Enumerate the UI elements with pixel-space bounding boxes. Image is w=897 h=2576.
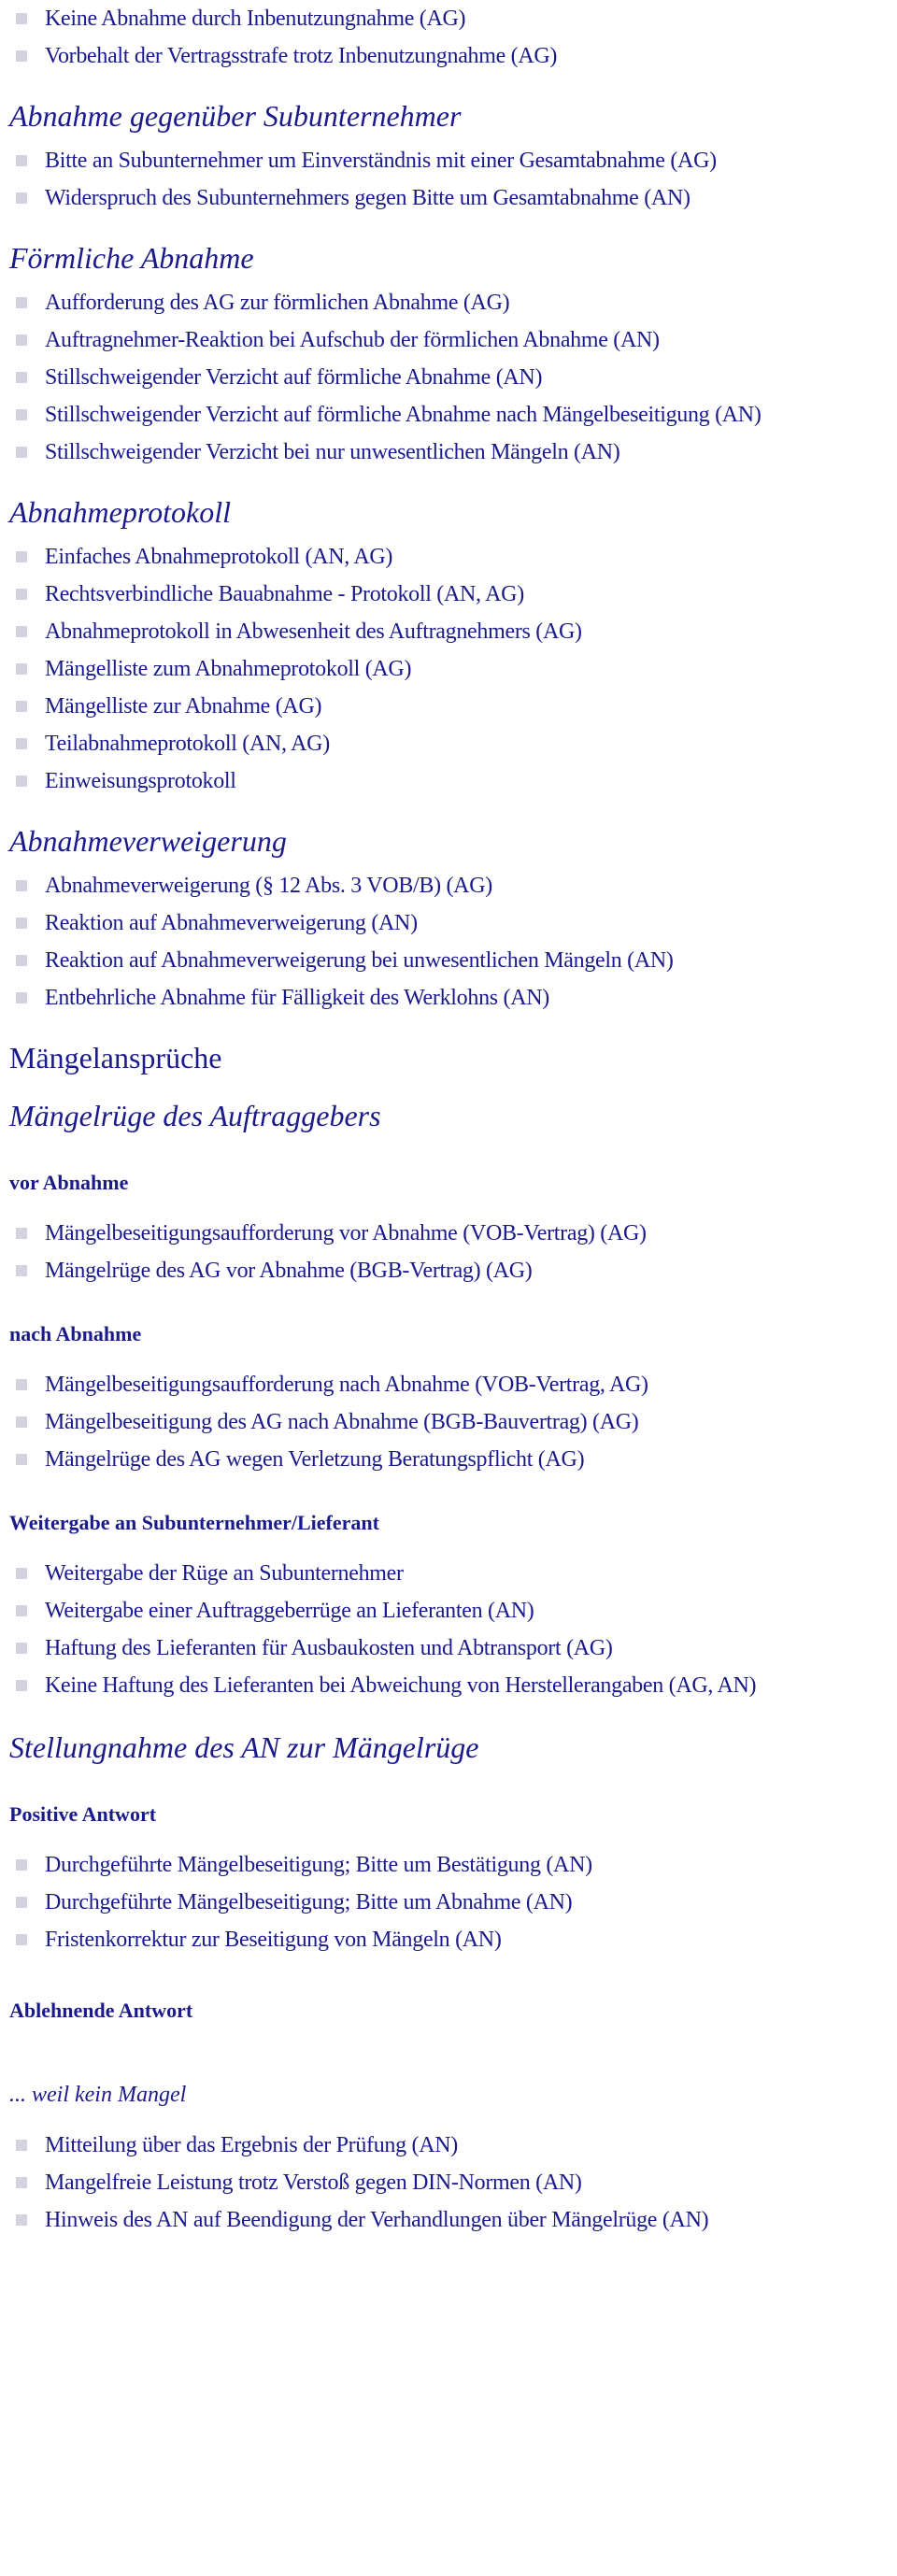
list-item [9,321,897,359]
square-bullet-icon [16,1897,27,1908]
list-item [9,2201,897,2239]
list-item [9,1215,897,1252]
list-item-link[interactable]: Mitteilung über das Ergebnis der Prüfung (AN) [45,2133,458,2157]
square-bullet-icon [16,738,27,749]
list-item-link[interactable]: Abnahmeverweigerung (§ 12 Abs. 3 VOB/B) (AG) [45,874,492,898]
list-item-link[interactable]: Abnahmeprotokoll in Abwesenheit des Auftragnehmers (AG) [45,619,582,644]
list-item-link[interactable]: Haftung des Lieferanten für Ausbaukosten und Abtransport (AG) [45,1636,613,1660]
list-item [9,1252,897,1289]
list-item [9,1555,897,1592]
heading-ablehnende-antwort: Ablehnende Antwort [9,1999,193,2022]
list-item-link[interactable]: Weitergabe der Rüge an Subunternehmer [45,1561,404,1586]
list-abnahmeprotokoll [9,538,897,800]
heading-weil-kein-mangel: ... weil kein Mangel [9,2083,187,2107]
heading-stellungnahme: Stellungnahme des AN zur Mängelrüge [9,1730,479,1764]
list-item-link[interactable]: Mängelbeseitigungsaufforderung vor Abnahme (VOB-Vertrag) (AG) [45,1221,647,1245]
list-item [9,1884,897,1921]
list-item [9,1667,897,1704]
list-item [9,762,897,800]
list-item [9,867,897,904]
list-top [9,0,897,75]
list-item [9,1592,897,1630]
list-item-link[interactable]: Mängelliste zum Abnahmeprotokoll (AG) [45,657,412,681]
square-bullet-icon [16,409,27,420]
square-bullet-icon [16,334,27,346]
square-bullet-icon [16,1416,27,1428]
heading-vor-abnahme: vor Abnahme [9,1171,129,1194]
list-item [9,1921,897,1958]
square-bullet-icon [16,918,27,929]
list-item-link[interactable]: Hinweis des AN auf Beendigung der Verhandlungen über Mängelrüge (AN) [45,2208,709,2232]
list-item-link[interactable]: Auftragnehmer-Reaktion bei Aufschub der förmlichen Abnahme (AN) [45,328,660,352]
square-bullet-icon [16,589,27,600]
square-bullet-icon [16,50,27,62]
heading-abnahmeverweigerung: Abnahmeverweigerung [9,824,287,858]
list-item-link[interactable]: Stillschweigender Verzicht auf förmliche Abnahme (AN) [45,365,543,390]
list-item [9,359,897,396]
list-item-link[interactable]: Einweisungsprotokoll [45,769,236,793]
list-weitergabe [9,1555,897,1704]
heading-foermliche-abnahme: Förmliche Abnahme [9,241,254,275]
list-item [9,434,897,471]
list-item-link[interactable]: Vorbehalt der Vertragsstrafe trotz Inbenutzungnahme (AG) [45,44,558,68]
square-bullet-icon [16,192,27,204]
list-item [9,904,897,942]
list-item-link[interactable]: Stillschweigender Verzicht bei nur unwesentlichen Mängeln (AN) [45,440,620,464]
square-bullet-icon [16,776,27,787]
square-bullet-icon [16,880,27,891]
square-bullet-icon [16,1934,27,1945]
list-item-link[interactable]: Mängelbeseitigung des AG nach Abnahme (BGB-Bauvertrag) (AG) [45,1410,639,1434]
list-nach-abnahme [9,1366,897,1478]
square-bullet-icon [16,701,27,712]
list-item-link[interactable]: Reaktion auf Abnahmeverweigerung bei unwesentlichen Mängeln (AN) [45,948,674,973]
list-item [9,725,897,762]
square-bullet-icon [16,155,27,166]
list-item-link[interactable]: Keine Haftung des Lieferanten bei Abweichung von Herstellerangaben (AG, AN) [45,1673,757,1698]
square-bullet-icon [16,992,27,1003]
square-bullet-icon [16,372,27,383]
square-bullet-icon [16,297,27,308]
list-item [9,0,897,37]
list-positive-antwort [9,1846,897,1958]
heading-positive-antwort: Positive Antwort [9,1802,157,1826]
list-item [9,2127,897,2164]
square-bullet-icon [16,1568,27,1579]
list-abnahme-subunternehmer [9,142,897,217]
list-item [9,179,897,217]
list-item-link[interactable]: Keine Abnahme durch Inbenutzungnahme (AG) [45,7,466,31]
list-item-link[interactable]: Reaktion auf Abnahmeverweigerung (AN) [45,911,418,935]
heading-abnahme-subunternehmer: Abnahme gegenüber Subunternehmer [9,99,462,133]
square-bullet-icon [16,13,27,24]
square-bullet-icon [16,1680,27,1691]
square-bullet-icon [16,551,27,562]
list-item-link[interactable]: Bitte an Subunternehmer um Einverständnis mit einer Gesamtabnahme (AG) [45,149,717,173]
list-item [9,1630,897,1667]
square-bullet-icon [16,447,27,458]
heading-maengelruege: Mängelrüge des Auftraggebers [9,1099,381,1132]
list-item [9,688,897,725]
list-item-link[interactable]: Aufforderung des AG zur förmlichen Abnahme (AG) [45,291,510,315]
list-item-link[interactable]: Durchgeführte Mängelbeseitigung; Bitte um Abnahme (AN) [45,1890,573,1914]
list-item-link[interactable]: Mängelrüge des AG wegen Verletzung Beratungspflicht (AG) [45,1447,585,1472]
square-bullet-icon [16,1454,27,1465]
square-bullet-icon [16,1643,27,1654]
list-item [9,1846,897,1884]
square-bullet-icon [16,1379,27,1390]
list-item [9,1403,897,1441]
list-item-link[interactable]: Stillschweigender Verzicht auf förmliche Abnahme nach Mängelbeseitigung (AN) [45,403,762,427]
list-vor-abnahme [9,1215,897,1289]
list-item-link[interactable]: Mängelrüge des AG vor Abnahme (BGB-Vertrag) (AG) [45,1259,533,1283]
list-foermliche-abnahme [9,284,897,471]
square-bullet-icon [16,1859,27,1871]
list-item [9,576,897,613]
list-item [9,1441,897,1478]
list-item-link[interactable]: Rechtsverbindliche Bauabnahme - Protokoll (AN, AG) [45,582,524,606]
square-bullet-icon [16,663,27,675]
square-bullet-icon [16,2140,27,2151]
list-item [9,538,897,576]
list-item [9,1366,897,1403]
heading-nach-abnahme: nach Abnahme [9,1322,142,1345]
list-item-link[interactable]: Fristenkorrektur zur Beseitigung von Mängeln (AN) [45,1928,502,1952]
list-item-link[interactable]: Mängelbeseitigungsaufforderung nach Abnahme (VOB-Vertrag, AG) [45,1373,648,1397]
list-item [9,979,897,1017]
list-item-link[interactable]: Teilabnahmeprotokoll (AN, AG) [45,732,330,756]
heading-maengelansprueche: Mängelansprüche [9,1041,222,1075]
list-item [9,284,897,321]
square-bullet-icon [16,1265,27,1276]
list-item [9,142,897,179]
list-item-link[interactable]: Entbehrliche Abnahme für Fälligkeit des Werklohns (AN) [45,986,549,1010]
square-bullet-icon [16,2214,27,2226]
square-bullet-icon [16,1605,27,1616]
list-item [9,942,897,979]
list-item [9,396,897,434]
list-item-link[interactable]: Weitergabe einer Auftraggeberrüge an Lieferanten (AN) [45,1599,534,1623]
list-abnahmeverweigerung [9,867,897,1017]
list-item-link[interactable]: Widerspruch des Subunternehmers gegen Bitte um Gesamtabnahme (AN) [45,186,691,210]
square-bullet-icon [16,626,27,637]
list-item-link[interactable]: Durchgeführte Mängelbeseitigung; Bitte um Bestätigung (AN) [45,1853,592,1877]
list-item [9,650,897,688]
list-item-link[interactable]: Einfaches Abnahmeprotokoll (AN, AG) [45,545,393,569]
heading-weitergabe: Weitergabe an Subunternehmer/Lieferant [9,1511,379,1534]
list-item [9,613,897,650]
list-item-link[interactable]: Mangelfreie Leistung trotz Verstoß gegen DIN-Normen (AN) [45,2170,582,2195]
list-item-link[interactable]: Mängelliste zur Abnahme (AG) [45,694,322,719]
square-bullet-icon [16,1228,27,1239]
square-bullet-icon [16,2177,27,2188]
list-item [9,37,897,75]
heading-abnahmeprotokoll: Abnahmeprotokoll [9,495,231,529]
list-item [9,2164,897,2201]
square-bullet-icon [16,955,27,966]
list-weil-kein-mangel [9,2127,897,2239]
